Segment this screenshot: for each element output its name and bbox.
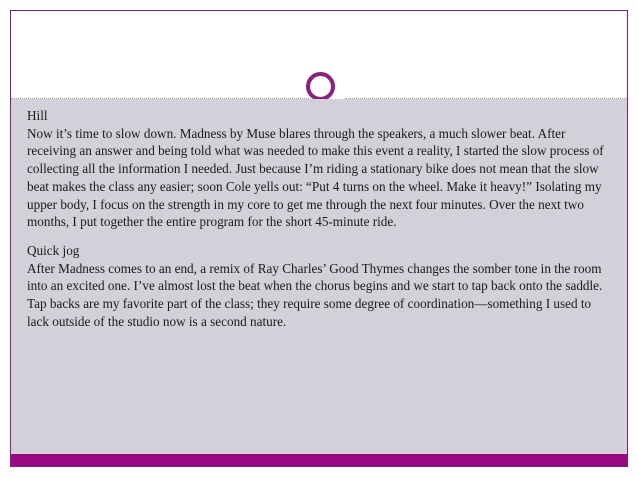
paragraph-gap xyxy=(27,231,613,242)
slide-frame xyxy=(10,10,628,467)
section-body-quick-jog: After Madness comes to an end, a remix of Ray Charles’ Good Thymes changes the somber tone in the room into an excited one. I’ve almost lost the beat when the chorus begins and we start to tap back onto the saddle. Tap backs are my favorite part of the class; they require some degree of coordination—something I used to lack outside of the studio now is a second nature. xyxy=(27,260,603,329)
footer-accent-bar xyxy=(11,454,627,466)
content-area xyxy=(11,99,627,456)
section-body-hill: Now it’s time to slow down. Madness by Muse blares through the speakers, a much slower beat. After receiving an answer and being told what was needed to make this event a reality, I started the slow process of collecting all the information I needed. Just because I’m riding a stationary bike does not mean that the slow beat makes the class any easier; soon Cole yells out: “Put 4 turns on the wheel. Make it heavy!” Isolating my upper body, I focus on the strength in my core to get me through the next four minutes. Over the next two months, I put together the entire program for the short 45-minute ride. xyxy=(27,125,604,230)
section-heading-hill: Hill xyxy=(27,108,48,123)
circle-ring-icon xyxy=(306,72,335,101)
section-heading-quick-jog: Quick jog xyxy=(27,242,80,258)
